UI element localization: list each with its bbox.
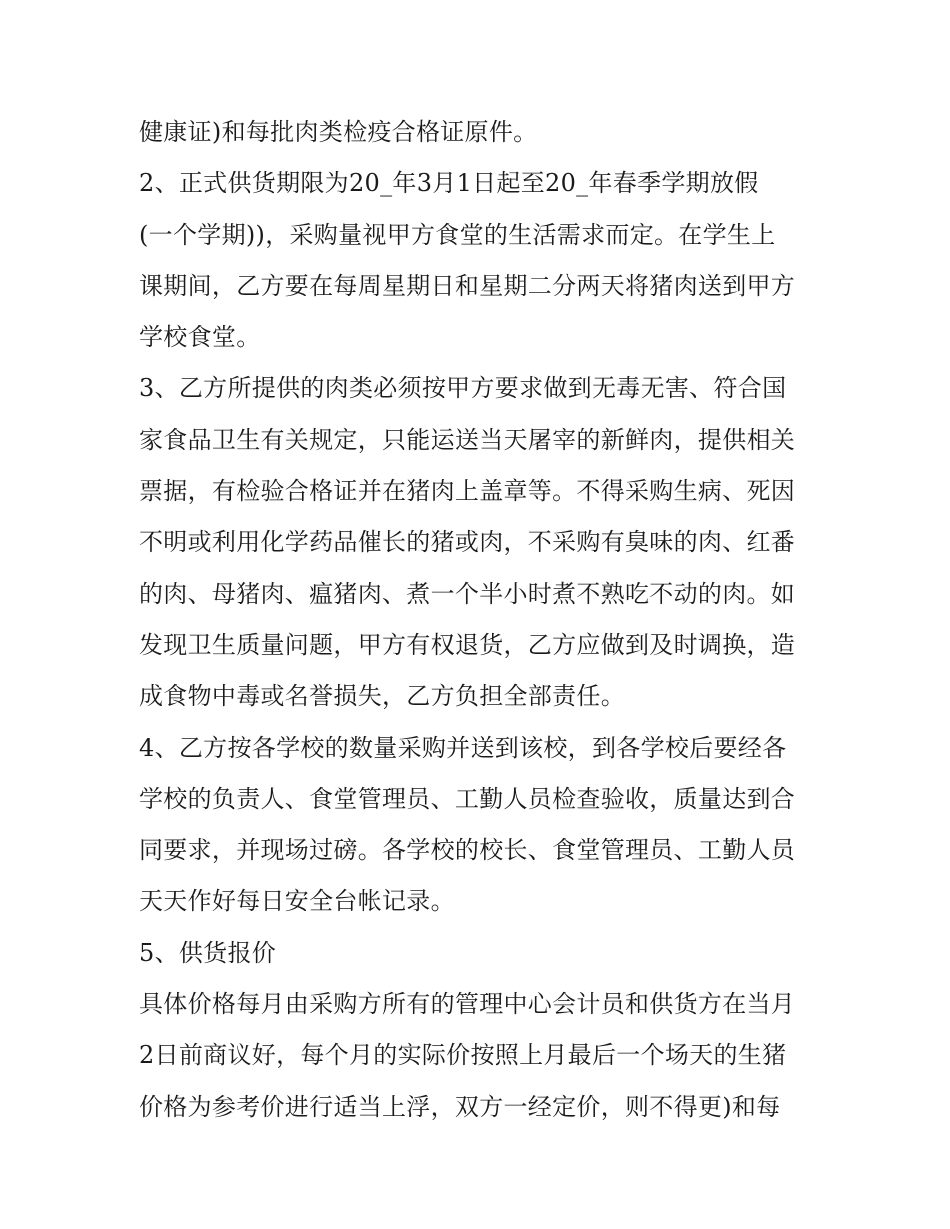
text-line: 2日前商议好，每个月的实际价按照上月最后一个场天的生猪 <box>139 1041 787 1070</box>
text-line: 不明或利用化学药品催长的猪或肉，不采购有臭味的肉、红番 <box>139 528 796 557</box>
text-line: 价格为参考价进行适当上浮，双方一经定价，则不得更)和每 <box>139 1092 781 1121</box>
document-body <box>139 107 819 1133</box>
text-line: 4、乙方按各学校的数量采购并送到该校，到各学校后要经各 <box>139 733 787 762</box>
text-line: 具体价格每月由采购方所有的管理中心会计员和供货方在当月 <box>139 990 796 1019</box>
text-line: (一个学期))，采购量视甲方食堂的生活需求而定。在学生上 <box>139 220 776 249</box>
text-line: 成食物中毒或名誉损失，乙方负担全部责任。 <box>139 682 625 711</box>
text-line: 3、乙方所提供的肉类必须按甲方要求做到无毒无害、符合国 <box>139 374 787 403</box>
text-line: 5、供货报价 <box>139 938 277 967</box>
text-line: 天天作好每日安全台帐记录。 <box>139 887 455 916</box>
text-line: 学校食堂。 <box>139 323 261 352</box>
text-line: 健康证)和每批肉类检疫合格证原件。 <box>139 118 538 146</box>
text-line: 发现卫生质量问题，甲方有权退货，乙方应做到及时调换，造 <box>139 630 796 659</box>
text-line: 票据，有检验合格证并在猪肉上盖章等。不得采购生病、死因 <box>139 477 796 506</box>
text-line: 课期间，乙方要在每周星期日和星期二分两天将猪肉送到甲方 <box>139 271 796 300</box>
text-line: 同要求，并现场过磅。各学校的校长、食堂管理员、工勤人员 <box>139 836 796 865</box>
text-line: 家食品卫生有关规定，只能运送当天屠宰的新鲜肉，提供相关 <box>139 425 796 454</box>
text-line: 的肉、母猪肉、瘟猪肉、煮一个半小时煮不熟吃不动的肉。如 <box>139 579 796 608</box>
text-line: 2、正式供货期限为20_年3月1日起至20_年春季学期放假 <box>139 169 759 198</box>
text-line: 学校的负责人、食堂管理员、工勤人员检查验收，质量达到合 <box>139 784 796 813</box>
